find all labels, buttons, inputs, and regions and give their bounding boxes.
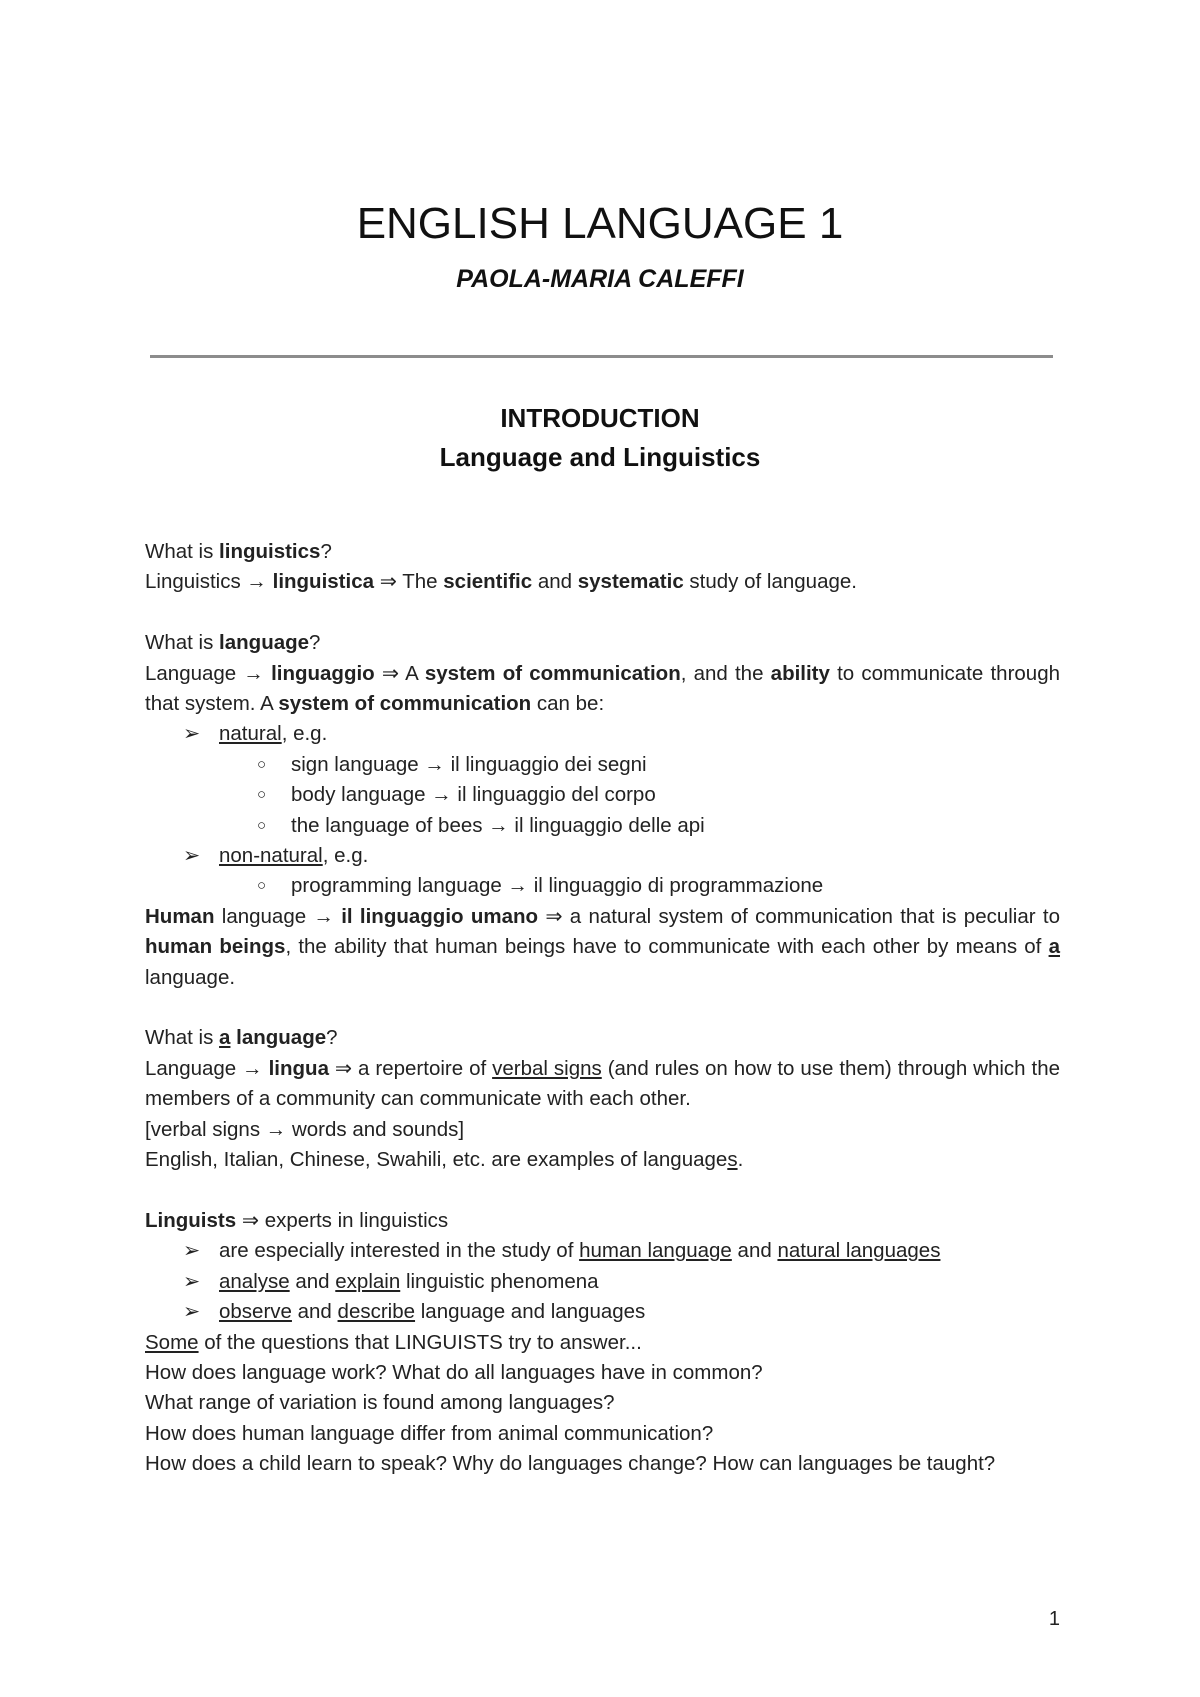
term-some: Some (145, 1330, 199, 1354)
text: Linguistics (145, 570, 247, 594)
text: a repertoire of (352, 1056, 493, 1080)
text: il linguaggio dei segni (444, 752, 647, 776)
question-line: How does language work? What do all languages have in common? (145, 1360, 763, 1384)
text: are especially interested in the study of (219, 1239, 580, 1263)
page-number: 1 (1048, 1608, 1060, 1630)
text: English, Italian, Chinese, Swahili, etc. are examples of language (145, 1148, 728, 1172)
list-item (145, 719, 1060, 749)
sub-list-item (145, 750, 1060, 780)
circle-bullet-icon: ○ (257, 786, 267, 804)
text: [verbal signs (145, 1117, 266, 1141)
text: and (532, 570, 578, 594)
verbal-signs-note (145, 1115, 1060, 1145)
term-a: a (1048, 935, 1060, 959)
question-line: How does human language differ from animal communication? (145, 1421, 714, 1445)
term-linguists: Linguists (145, 1208, 237, 1232)
implies-arrow-icon: ⇒ (241, 1208, 259, 1232)
text: ? (326, 1026, 338, 1050)
section-heading: INTRODUCTION (500, 403, 700, 433)
text: can be: (531, 692, 605, 716)
definition-human-language (145, 902, 1060, 993)
term-analyse: analyse (219, 1269, 290, 1293)
underlined-s: s (727, 1148, 738, 1172)
list-item (145, 1267, 1060, 1297)
bullet-arrow-icon: ➢ (183, 722, 201, 746)
term-natural: natural (219, 722, 282, 746)
arrow-icon: → (243, 661, 264, 685)
implies-arrow-icon: ⇒ (381, 661, 400, 685)
definition-linguists (145, 1206, 1060, 1236)
text: What is (145, 631, 220, 655)
text: ? (309, 631, 321, 655)
arrow-icon: → (246, 570, 267, 594)
question-line: How does a child learn to speak? Why do languages change? How can languages be taught? (145, 1452, 996, 1476)
circle-bullet-icon: ○ (257, 816, 267, 834)
definition-language (145, 659, 1060, 720)
text: Language (145, 1056, 243, 1080)
bullet-arrow-icon: ➢ (183, 844, 201, 868)
section-subheading: Language and Linguistics (439, 442, 761, 472)
term-systematic: systematic (577, 570, 684, 594)
term-natural-languages: natural languages (777, 1239, 941, 1263)
text: programming language (291, 874, 508, 898)
sub-list-item (145, 780, 1060, 810)
term-italian: lingua (268, 1056, 329, 1080)
body-text (145, 537, 1060, 1480)
circle-bullet-icon: ○ (257, 755, 267, 773)
arrow-icon: → (265, 1117, 287, 1141)
text: il linguaggio di programmazione (528, 874, 824, 898)
text: a natural system of communication that is peculiar to (562, 904, 1060, 928)
term-system-of-communication: system of communication (424, 661, 681, 685)
term-system-of-communication: system of communication (278, 692, 532, 716)
text: words and sounds] (286, 1117, 465, 1141)
blank-line (145, 1176, 1060, 1206)
term-observe: observe (219, 1300, 292, 1324)
sub-list-item (145, 811, 1060, 841)
arrow-icon: → (424, 752, 445, 776)
implies-arrow-icon: ⇒ (334, 1056, 353, 1080)
question-line: What range of variation is found among languages? (145, 1391, 615, 1415)
term-a: a (219, 1026, 231, 1050)
blank-line (145, 993, 1060, 1023)
text: , the ability that human beings have to communicate with each other by means of (285, 935, 1049, 959)
term-explain: explain (335, 1269, 401, 1293)
implies-arrow-icon: ⇒ (379, 570, 397, 594)
bullet-arrow-icon: ➢ (183, 1239, 201, 1263)
text: il linguaggio delle api (508, 813, 705, 837)
text: The (396, 570, 444, 594)
text: of the questions that LINGUISTS try to answer... (198, 1330, 642, 1354)
text: . (737, 1148, 744, 1172)
list-item (145, 1297, 1060, 1327)
bullet-arrow-icon: ➢ (183, 1300, 201, 1324)
implies-arrow-icon: ⇒ (545, 904, 563, 928)
sub-list-item (145, 871, 1060, 901)
text: the language of bees (291, 813, 489, 837)
term-linguistics: linguistics (219, 540, 321, 563)
languages-examples (145, 1145, 1060, 1175)
text: body language (291, 783, 432, 807)
text: il linguaggio del corpo (451, 783, 656, 807)
term-ability: ability (770, 661, 830, 685)
question-language (145, 628, 1060, 658)
text: to communicate through that system. A (145, 661, 1060, 716)
author-name: PAOLA-MARIA CALEFFI (456, 265, 744, 293)
definition-a-language (145, 1054, 1060, 1115)
term-describe: describe (337, 1300, 416, 1324)
term-italian: linguaggio (271, 661, 375, 685)
text: A (399, 661, 425, 685)
text: experts in linguistics (259, 1208, 449, 1232)
question-linguistics (145, 537, 1060, 567)
arrow-icon: → (507, 874, 529, 898)
text: study of language. (683, 570, 857, 594)
text: language. (145, 965, 236, 989)
list-item (145, 1236, 1060, 1266)
questions-intro (145, 1328, 1060, 1358)
text: , and the (680, 661, 771, 685)
text: linguistic phenomena (400, 1269, 599, 1293)
text: sign language (291, 752, 425, 776)
arrow-icon: → (488, 813, 509, 837)
blank-line (145, 598, 1060, 628)
text: language (214, 904, 314, 928)
text: , e.g. (281, 722, 328, 746)
text: language and languages (415, 1300, 646, 1324)
circle-bullet-icon: ○ (257, 877, 267, 895)
text: ? (320, 540, 332, 563)
term-non-natural: non-natural (219, 844, 323, 868)
text: What is (145, 1026, 220, 1050)
term-language: language (230, 1026, 327, 1050)
horizontal-rule (150, 355, 1053, 358)
term-human: Human (145, 904, 215, 928)
term-italian: linguistica (272, 570, 375, 594)
term-language: language (219, 631, 310, 655)
bullet-arrow-icon: ➢ (183, 1269, 201, 1293)
text: and (731, 1239, 778, 1263)
text: and (291, 1300, 338, 1324)
text: Language (145, 661, 244, 685)
text: (and rules on how to use them) through which the members of a community can communicate with each other. (145, 1056, 1061, 1111)
definition-linguistics (145, 567, 1060, 597)
document-title: ENGLISH LANGUAGE 1 (356, 199, 844, 248)
arrow-icon: → (242, 1056, 263, 1080)
question-a-language (145, 1023, 1060, 1053)
arrow-icon: → (313, 904, 334, 928)
text: , e.g. (322, 844, 369, 868)
text: What is (145, 540, 220, 563)
term-human-language: human language (579, 1239, 732, 1263)
term-scientific: scientific (443, 570, 533, 594)
list-item (145, 841, 1060, 871)
text: and (289, 1269, 336, 1293)
arrow-icon: → (431, 783, 452, 807)
term-italian: il linguaggio umano (341, 904, 539, 928)
term-verbal-signs: verbal signs (492, 1056, 602, 1080)
term-human-beings: human beings (145, 935, 286, 959)
